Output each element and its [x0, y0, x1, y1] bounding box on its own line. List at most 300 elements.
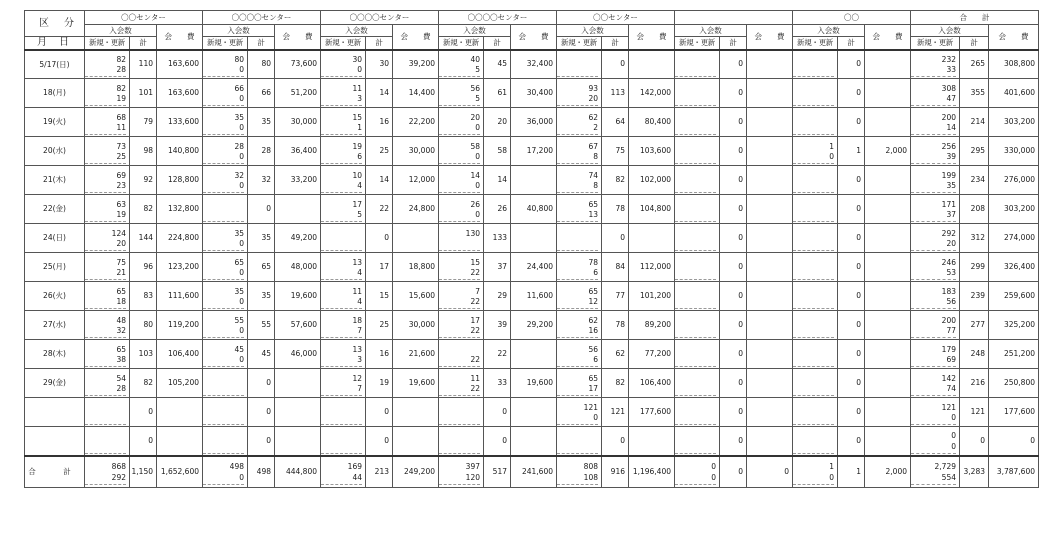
- kei-cell: [602, 137, 629, 166]
- shinki-cell: [793, 224, 838, 253]
- kei-value: 25: [379, 145, 389, 155]
- kaihi-cell: [865, 50, 911, 79]
- kaihi-value: 123,200: [167, 261, 199, 271]
- kaihi-value: 73,600: [290, 59, 317, 68]
- shinki-cell: [793, 427, 838, 456]
- shinki-value: 32: [85, 327, 126, 338]
- tsukihi-char: 月: [37, 36, 47, 48]
- kei-value: 277: [970, 319, 985, 329]
- kei-cell: [960, 253, 989, 282]
- kaihi-value: [747, 151, 792, 152]
- kaihi-value: 401,600: [1003, 87, 1035, 97]
- shinki-value: 35: [911, 182, 956, 193]
- group-header: 〇〇: [793, 11, 911, 25]
- kaihi-value: 33,200: [290, 174, 317, 184]
- kaihi-value: 11,600: [526, 290, 553, 300]
- kei-cell: [484, 282, 511, 311]
- shinki-cell: [439, 224, 484, 253]
- shinki-cell: [557, 108, 602, 137]
- shinki-value: 6: [321, 153, 362, 164]
- shinki-cell: [439, 166, 484, 195]
- koshin-value: 82: [116, 83, 126, 93]
- group-header: 〇〇〇〇センター: [203, 11, 321, 25]
- shinki-cell: [439, 340, 484, 369]
- kei-value: 77: [615, 290, 625, 300]
- kei-cell: [484, 340, 511, 369]
- kaihi-value: 77,200: [644, 348, 671, 358]
- koshin-value: 169: [347, 462, 362, 472]
- shinki-value: 0: [203, 240, 244, 251]
- kei-value: 20: [497, 116, 507, 126]
- kei-cell: [248, 398, 275, 427]
- koshin-value: 7: [475, 286, 480, 296]
- kei-cell: [130, 427, 157, 456]
- kei-header: 計: [130, 37, 157, 50]
- kaihi-value: [747, 267, 792, 268]
- kei-cell: [720, 340, 747, 369]
- kei-value: 82: [615, 377, 625, 387]
- kaihi-value: 15,600: [408, 290, 435, 300]
- shinki-cell: [85, 224, 130, 253]
- shinki-header: 新規・更新: [793, 37, 838, 50]
- koshin-value: 63: [116, 199, 126, 209]
- date-cell: 26(火): [25, 282, 85, 311]
- kaihi-cell: [393, 166, 439, 195]
- kaihi-cell: [989, 311, 1039, 340]
- date-cell: 24(日): [25, 224, 85, 253]
- kei-value: 58: [497, 145, 507, 155]
- kaihi-value: 3,787,600: [996, 466, 1035, 476]
- shinki-header: 新規・更新: [557, 37, 602, 50]
- koshin-value: 199: [941, 170, 956, 180]
- kaihi-value: [865, 64, 910, 65]
- shinki-cell: [793, 195, 838, 224]
- kei-cell: [602, 456, 629, 488]
- kei-cell: [602, 166, 629, 195]
- kei-cell: [960, 224, 989, 253]
- shinki-cell: [203, 340, 248, 369]
- kei-value: 0: [502, 406, 507, 416]
- kaihi-cell: [393, 195, 439, 224]
- kei-cell: [366, 137, 393, 166]
- kaihi-value: 1,196,400: [632, 466, 671, 476]
- shinki-value: 22: [439, 269, 480, 280]
- kaihi-value: 17,200: [526, 145, 553, 155]
- kei-cell: [130, 224, 157, 253]
- koshin-value: 65: [116, 286, 126, 296]
- date-cell: 5/17(日): [25, 50, 85, 79]
- koshin-value: 1: [829, 462, 834, 472]
- kaihi-value: 163,600: [167, 59, 199, 68]
- kei-value: 144: [138, 232, 153, 242]
- koshin-value: 397: [465, 462, 480, 472]
- kei-value: 66: [261, 87, 271, 97]
- koshin-value: 11: [352, 83, 362, 93]
- kei-cell: [838, 137, 865, 166]
- kei-value: 0: [620, 232, 625, 242]
- kaihi-cell: [989, 369, 1039, 398]
- shinki-value: 14: [911, 124, 956, 135]
- kaihi-cell: [747, 79, 793, 108]
- kei-cell: [366, 456, 393, 488]
- kaihi-cell: [393, 137, 439, 166]
- shinki-value: [439, 443, 480, 454]
- kaihi-value: 40,800: [526, 203, 553, 213]
- kaihi-value: 30,400: [526, 87, 553, 97]
- shinki-cell: [321, 311, 366, 340]
- kei-cell: [130, 166, 157, 195]
- kei-value: 14: [379, 174, 389, 184]
- shinki-header: 新規・更新: [321, 37, 366, 50]
- kei-value: 0: [856, 348, 861, 358]
- shinki-value: 11: [85, 124, 126, 135]
- shinki-cell: [439, 282, 484, 311]
- shinki-value: [439, 414, 480, 425]
- kei-header: 計: [366, 37, 393, 50]
- shinki-value: 6: [557, 269, 598, 280]
- kei-value: 28: [261, 145, 271, 155]
- shinki-cell: [675, 456, 720, 488]
- kaihi-value: [747, 122, 792, 123]
- kei-cell: [838, 340, 865, 369]
- kei-cell: [484, 166, 511, 195]
- shinki-cell: [439, 137, 484, 166]
- kei-cell: [366, 253, 393, 282]
- kaihi-cell: [275, 50, 321, 79]
- kei-cell: [838, 166, 865, 195]
- koshin-value: 0: [711, 462, 716, 472]
- kei-cell: [960, 50, 989, 79]
- kaihi-value: [865, 383, 910, 384]
- kaihi-value: [511, 180, 556, 181]
- shinki-value: [793, 385, 834, 396]
- shinki-header: 新規・更新: [85, 37, 130, 50]
- shinki-value: 0: [911, 443, 956, 454]
- kaihi-value: 19,600: [408, 377, 435, 387]
- kaihi-value: 36,400: [290, 145, 317, 155]
- kei-value: 0: [856, 232, 861, 242]
- koshin-value: 246: [941, 257, 956, 267]
- total-row: [25, 456, 1039, 488]
- kei-value: 39: [497, 319, 507, 329]
- kaihi-value: 308,800: [1003, 59, 1035, 68]
- shinki-cell: [85, 398, 130, 427]
- kaihi-value: [393, 412, 438, 413]
- shinki-cell: [793, 253, 838, 282]
- shinki-cell: [793, 108, 838, 137]
- kei-value: 0: [856, 261, 861, 271]
- kei-cell: [484, 369, 511, 398]
- nyukai-header: 入会数: [203, 25, 275, 37]
- shinki-cell: [321, 166, 366, 195]
- koshin-value: 17: [352, 199, 362, 209]
- kei-cell: [130, 108, 157, 137]
- table-row: [25, 224, 1039, 253]
- shinki-cell: [85, 456, 130, 488]
- shinki-cell: [911, 108, 960, 137]
- kaihi-value: [747, 325, 792, 326]
- kei-value: 3,283: [963, 466, 985, 476]
- kei-value: 82: [615, 174, 625, 184]
- group-header: 〇〇センター: [85, 11, 203, 25]
- kei-value: 16: [379, 348, 389, 358]
- kei-cell: [130, 195, 157, 224]
- kaihi-value: 132,800: [167, 203, 199, 213]
- koshin-value: 1: [829, 141, 834, 151]
- shinki-value: 39: [911, 153, 956, 164]
- kei-cell: [960, 108, 989, 137]
- group-header: 〇〇〇〇センター: [439, 11, 557, 25]
- kaihi-value: 249,200: [403, 466, 435, 476]
- shinki-cell: [439, 398, 484, 427]
- kei-cell: [248, 282, 275, 311]
- kaihi-value: [747, 64, 792, 65]
- shinki-cell: [793, 50, 838, 79]
- koshin-value: 15: [352, 112, 362, 122]
- shinki-value: 20: [85, 240, 126, 251]
- shinki-cell: [321, 369, 366, 398]
- shinki-cell: [439, 79, 484, 108]
- kei-cell: [602, 427, 629, 456]
- kei-value: 92: [143, 174, 153, 184]
- kaihi-value: [511, 354, 556, 355]
- kaihi-value: 303,200: [1003, 203, 1035, 213]
- shinki-value: 5: [439, 95, 480, 106]
- group-header: 〇〇センター: [557, 11, 675, 25]
- kaihi-cell: [989, 137, 1039, 166]
- kei-cell: [838, 79, 865, 108]
- kaihi-value: 163,600: [167, 87, 199, 97]
- nyukai-header: 入会数: [85, 25, 157, 37]
- kaihi-value: [275, 383, 320, 384]
- kei-cell: [720, 224, 747, 253]
- kaihi-cell: [157, 311, 203, 340]
- shinki-cell: [557, 369, 602, 398]
- date-cell: 28(木): [25, 340, 85, 369]
- kaihi-cell: [865, 340, 911, 369]
- kei-cell: [366, 166, 393, 195]
- kaihi-value: [511, 440, 556, 441]
- shinki-value: 3: [321, 95, 362, 106]
- kei-cell: [248, 137, 275, 166]
- kaihi-value: 2,000: [885, 145, 907, 155]
- kaihi-cell: [275, 398, 321, 427]
- shinki-value: [793, 356, 834, 367]
- kaihi-cell: [989, 108, 1039, 137]
- kei-value: 214: [970, 116, 985, 126]
- kaihi-cell: [989, 166, 1039, 195]
- kaihi-value: [865, 122, 910, 123]
- kei-cell: [130, 340, 157, 369]
- shinki-value: 0: [439, 124, 480, 135]
- kei-value: 35: [261, 290, 271, 300]
- koshin-value: 65: [116, 344, 126, 354]
- kaihi-value: 330,000: [1003, 145, 1035, 155]
- kei-value: 17: [379, 261, 389, 271]
- kei-value: 35: [261, 116, 271, 126]
- shinki-value: [793, 240, 834, 251]
- shinki-cell: [203, 253, 248, 282]
- shinki-header: 新規・更新: [439, 37, 484, 50]
- kaihi-cell: [629, 166, 675, 195]
- kei-cell: [248, 427, 275, 456]
- shinki-cell: [85, 108, 130, 137]
- kaihi-header: 会 費: [511, 25, 557, 50]
- kaihi-cell: [511, 456, 557, 488]
- koshin-value: 68: [116, 112, 126, 122]
- kei-cell: [484, 79, 511, 108]
- kaihi-value: 102,000: [639, 174, 671, 184]
- shinki-value: 0: [203, 153, 244, 164]
- koshin-value: 74: [588, 170, 598, 180]
- kei-value: 265: [970, 59, 985, 68]
- kei-cell: [130, 50, 157, 79]
- kaihi-cell: [747, 311, 793, 340]
- kaihi-value: 1,652,600: [160, 466, 199, 476]
- koshin-value: 40: [470, 54, 480, 64]
- kaihi-cell: [393, 398, 439, 427]
- shinki-value: 2: [557, 124, 598, 135]
- koshin-value: 62: [588, 315, 598, 325]
- shinki-value: 0: [793, 153, 834, 164]
- kaihi-value: [865, 180, 910, 181]
- koshin-value: 65: [588, 286, 598, 296]
- date-cell: 19(火): [25, 108, 85, 137]
- kei-value: 0: [384, 232, 389, 242]
- kaihi-cell: [275, 137, 321, 166]
- shinki-cell: [85, 427, 130, 456]
- shinki-cell: [203, 79, 248, 108]
- header-row-groups: [25, 11, 1039, 25]
- shinki-cell: [321, 224, 366, 253]
- koshin-value: 179: [941, 344, 956, 354]
- kaihi-cell: [275, 311, 321, 340]
- shinki-value: [793, 182, 834, 193]
- kei-cell: [960, 137, 989, 166]
- table-row: [25, 282, 1039, 311]
- kaihi-cell: [275, 79, 321, 108]
- kaihi-value: 14,400: [408, 87, 435, 97]
- kei-cell: [366, 340, 393, 369]
- kaihi-value: 21,600: [408, 348, 435, 358]
- kei-value: 16: [379, 116, 389, 126]
- kaihi-value: [747, 354, 792, 355]
- kaihi-value: 259,600: [1003, 290, 1035, 300]
- kaihi-cell: [157, 166, 203, 195]
- kei-value: 312: [970, 232, 985, 242]
- shinki-cell: [911, 398, 960, 427]
- kei-cell: [720, 427, 747, 456]
- kei-value: 0: [738, 261, 743, 271]
- shinki-cell: [557, 398, 602, 427]
- kaihi-cell: [629, 195, 675, 224]
- table-row: [25, 369, 1039, 398]
- kei-cell: [484, 253, 511, 282]
- kaihi-value: [511, 238, 556, 239]
- shinki-value: 18: [85, 298, 126, 309]
- shinki-cell: [203, 137, 248, 166]
- kei-cell: [960, 398, 989, 427]
- kei-value: 0: [620, 435, 625, 445]
- shinki-value: [321, 443, 362, 454]
- table-row: [25, 166, 1039, 195]
- kei-header: 計: [602, 37, 629, 50]
- shinki-value: 22: [439, 327, 480, 338]
- kei-value: 0: [620, 59, 625, 68]
- shinki-cell: [85, 166, 130, 195]
- kaihi-cell: [629, 427, 675, 456]
- table-row: [25, 79, 1039, 108]
- koshin-value: 69: [116, 170, 126, 180]
- kei-cell: [366, 311, 393, 340]
- kubun-char: 区: [39, 17, 49, 29]
- shinki-value: 38: [85, 356, 126, 367]
- kaihi-cell: [157, 398, 203, 427]
- kaihi-cell: [157, 253, 203, 282]
- koshin-value: 30: [352, 54, 362, 64]
- kei-value: 0: [856, 59, 861, 68]
- kei-cell: [130, 311, 157, 340]
- shinki-cell: [321, 398, 366, 427]
- shinki-value: 37: [911, 211, 956, 222]
- shinki-cell: [911, 224, 960, 253]
- shinki-cell: [793, 137, 838, 166]
- shinki-value: [793, 211, 834, 222]
- kei-value: 110: [138, 59, 153, 68]
- shinki-cell: [675, 166, 720, 195]
- kei-cell: [366, 79, 393, 108]
- table-row: [25, 195, 1039, 224]
- kaihi-value: 142,000: [639, 87, 671, 97]
- kei-value: 0: [980, 435, 985, 445]
- shinki-value: 13: [557, 211, 598, 222]
- koshin-value: 35: [234, 228, 244, 238]
- kaihi-cell: [747, 137, 793, 166]
- kaihi-value: [865, 209, 910, 210]
- kei-value: 216: [970, 377, 985, 387]
- shinki-cell: [911, 369, 960, 398]
- shinki-cell: [911, 253, 960, 282]
- kaihi-value: [747, 412, 792, 413]
- kaihi-value: [275, 440, 320, 441]
- kei-value: 19: [379, 377, 389, 387]
- tsukihi-cell: [25, 37, 85, 50]
- kei-value: 121: [610, 406, 625, 416]
- shinki-cell: [557, 311, 602, 340]
- kaihi-value: 106,400: [639, 377, 671, 387]
- kei-cell: [720, 398, 747, 427]
- kaihi-value: 24,800: [408, 203, 435, 213]
- kaihi-cell: [989, 195, 1039, 224]
- kei-value: 32: [261, 174, 271, 184]
- kei-value: 22: [379, 203, 389, 213]
- kaihi-cell: [865, 195, 911, 224]
- shinki-cell: [911, 166, 960, 195]
- kaihi-cell: [865, 224, 911, 253]
- kaihi-cell: [275, 340, 321, 369]
- kaihi-cell: [865, 79, 911, 108]
- kaihi-value: 19,600: [526, 377, 553, 387]
- shinki-value: [203, 211, 244, 222]
- shinki-value: [203, 443, 244, 454]
- shinki-value: [675, 182, 716, 193]
- kei-value: 1: [856, 145, 861, 155]
- kei-cell: [366, 398, 393, 427]
- kaihi-cell: [989, 79, 1039, 108]
- shinki-cell: [203, 456, 248, 488]
- kei-value: 0: [266, 377, 271, 387]
- date-cell: 20(水): [25, 137, 85, 166]
